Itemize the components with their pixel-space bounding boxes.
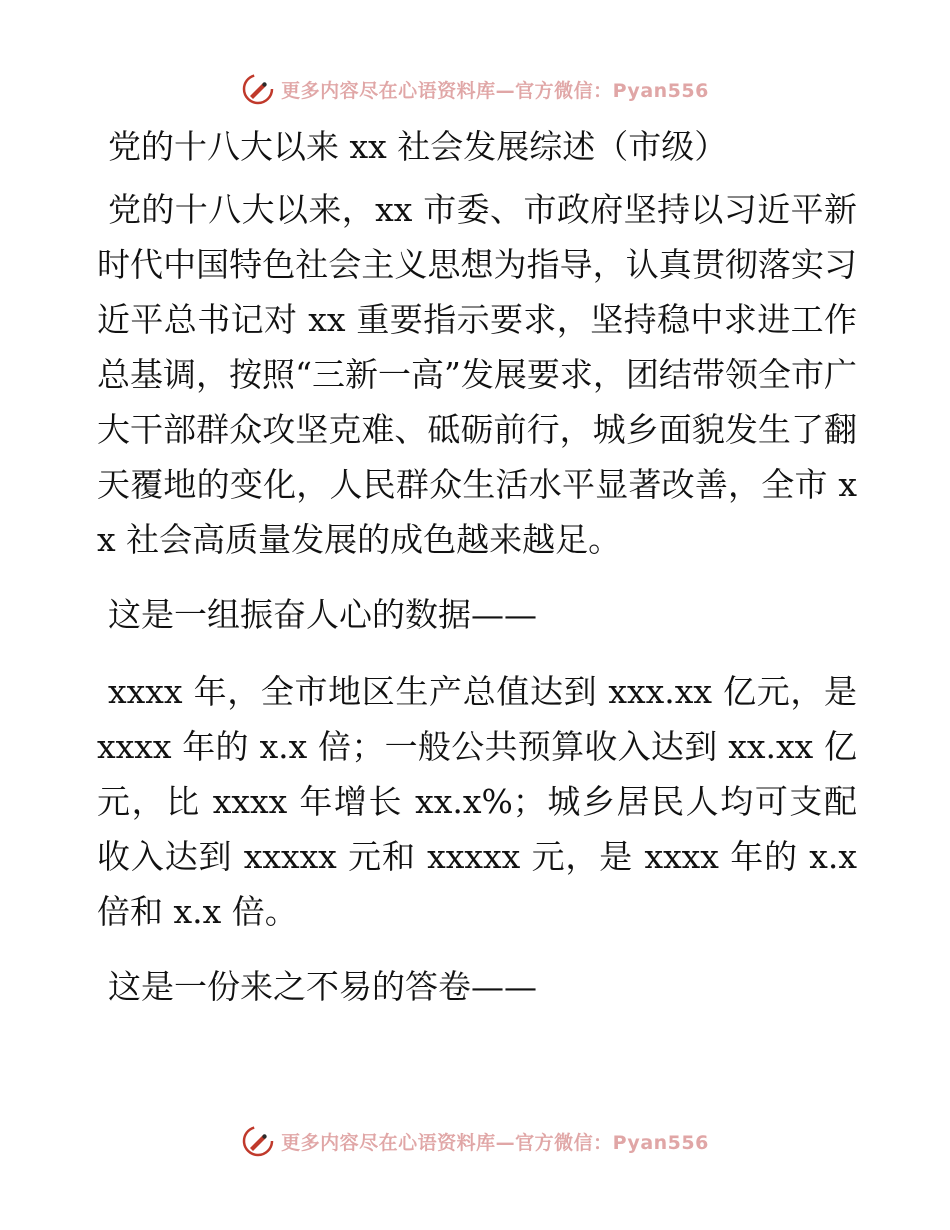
paragraph-data-heading: 这是一组振奋人心的数据—— [108, 595, 537, 634]
document-title: 党的十八大以来 xx 社会发展综述（市级） [108, 127, 728, 166]
paragraph-intro: 党的十八大以来，xx 市委、市政府坚持以习近平新时代中国特色社会主义思想为指导，认真贯彻落实习近平总书记对 xx 重要指示要求，坚持稳中求进工作总基调，按照“三新一高”发展要求，团结带领全市广大干部群众攻坚克难、砥砺前行，城乡面貌发生了翻天覆地的变化，人民群众生活水平显著改善，全市 xx 社会高质量发展的成色越来越足。 [97, 190, 857, 559]
pen-logo-icon [241, 1124, 275, 1158]
document-body [97, 124, 857, 1036]
header-watermark [0, 72, 950, 106]
watermark-text: 更多内容尽在心语资料库—官方微信：Pyan556 [281, 79, 709, 102]
pen-logo-icon [241, 72, 275, 106]
paragraph-statistics: xxxx 年，全市地区生产总值达到 xxx.xx 亿元，是 xxxx 年的 x.x 倍；一般公共预算收入达到 xx.xx 亿元，比 xxxx 年增长 xx.x%；城乡居民人均可支配收入达到 xxxxx 元和 xxxxx 元，是 xxxx 年的 x.x 倍和 x.x 倍。 [97, 672, 857, 931]
watermark-text: 更多内容尽在心语资料库—官方微信：Pyan556 [281, 1131, 709, 1154]
footer-watermark [0, 1124, 950, 1158]
paragraph-answer-heading: 这是一份来之不易的答卷—— [108, 967, 537, 1006]
